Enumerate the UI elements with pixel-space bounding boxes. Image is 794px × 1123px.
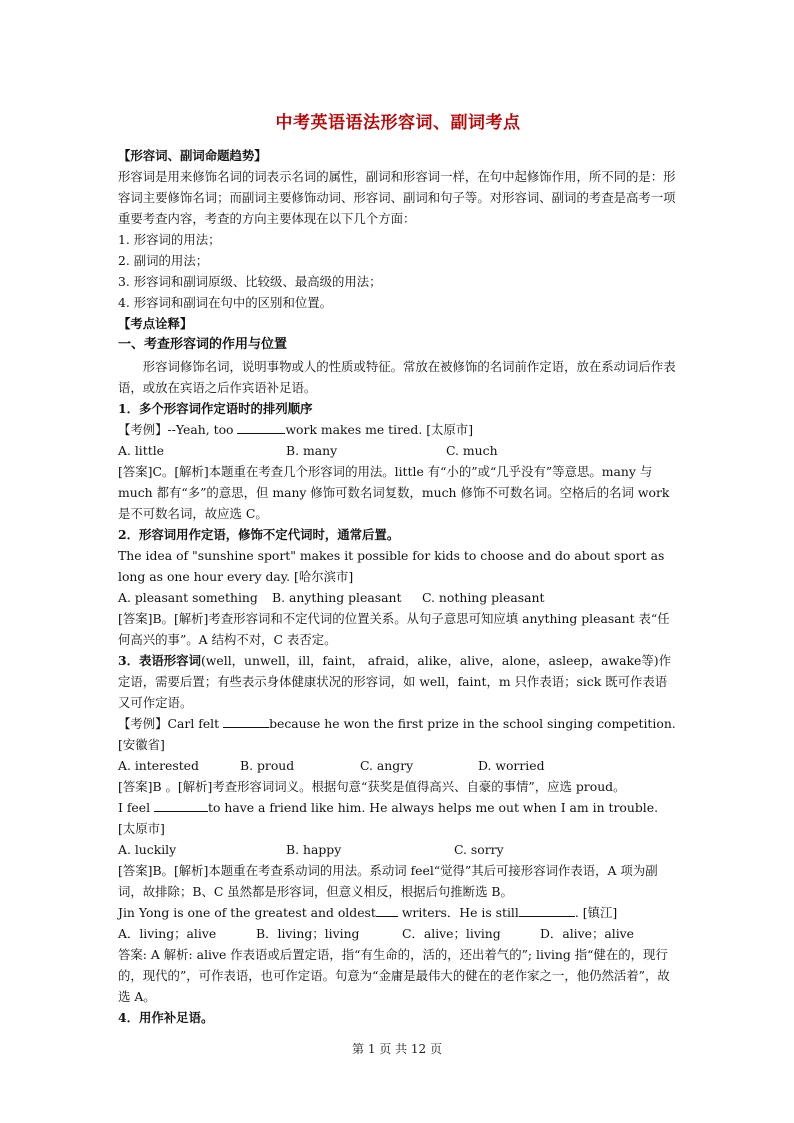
s4-title: 4．用作补足语。: [118, 1010, 214, 1025]
option-b: B．living；living: [256, 926, 360, 941]
option-d: D. worried: [478, 758, 545, 773]
answer-blank: [519, 903, 575, 917]
s3-q1-options: [118, 755, 678, 776]
s3-question-2: I feel to have a friend like him. He always helps me out when I am in trouble. [太原市]: [118, 800, 659, 836]
page-title: 中考英语语法形容词、副词考点: [275, 113, 521, 133]
option-b: B. anything pleasant: [272, 590, 402, 605]
point-3: 3. 形容词和副词原级、比较级、最高级的用法；: [118, 274, 382, 289]
s3-question-1: 【考例】Carl felt because he won the first prize in the school singing competition. [安徽省]: [118, 716, 676, 752]
point-4: 4. 形容词和副词在句中的区别和位置。: [118, 295, 333, 310]
option-c: C. nothing pleasant: [422, 590, 545, 605]
s3-q3-options: [118, 923, 678, 944]
answer-blank: [223, 714, 269, 728]
s3-answer-1: [答案]B 。[解析]考查形容词词义。根据句意“获奖是值得高兴、自豪的事情”，应选 proud。: [118, 779, 626, 794]
s1-title: 1．多个形容词作定语时的排列顺序: [118, 401, 313, 416]
part1-title: 一、考查形容词的作用与位置: [118, 337, 288, 352]
s2-options: [118, 587, 678, 608]
s3-q2-options: [118, 839, 678, 860]
option-c: C．alive；living: [402, 926, 501, 941]
option-a: A．living；alive: [118, 926, 217, 941]
page-footer: 第 1 页 共 12 页: [352, 1042, 442, 1056]
intro-paragraph: 形容词是用来修饰名词的词表示名词的属性，副词和形容词一样，在句中起修饰作用，所不同的是：形容词主要修饰名词；而副词主要修饰动词、形容词、副词和句子等。对形容词、副词的考查是高考一项重要考查内容，考查的方向主要体现在以下几个方面：: [118, 169, 676, 226]
option-c: C. much: [446, 443, 498, 458]
s2-question: The idea of "sunshine sport" makes it possible for kids to choose and do about sport as long as one hour every day. [哈尔滨市]: [118, 548, 665, 584]
option-d: D．alive；alive: [540, 926, 635, 941]
option-c: C. sorry: [454, 842, 504, 857]
s1-options: [118, 440, 678, 461]
s3-answer-2: [答案]B。[解析]本题重在考查系动词的用法。系动词 feel“觉得”其后可接形容词作表语，A 项为副词，故排除；B、C 虽然都是形容词，但意义相反，根据后句推断选 B。: [118, 863, 658, 899]
section-header-explain: 【考点诠释】: [118, 316, 193, 331]
point-1: 1. 形容词的用法；: [118, 232, 221, 247]
answer-blank: [237, 420, 285, 434]
option-b: B. proud: [240, 758, 295, 773]
part1-description: 形容词修饰名词，说明事物或人的性质或特征。常放在被修饰的名词前作定语，放在系动词后作表语，或放在宾语之后作宾语补足语。: [118, 359, 676, 395]
s3-question-3: Jin Yong is one of the greatest and oldest writers．He is still . [镇江]: [118, 905, 618, 920]
answer-blank: [154, 798, 208, 812]
section-header-trend: 【形容词、副词命题趋势】: [118, 148, 267, 163]
point-2: 2. 副词的用法；: [118, 253, 209, 268]
answer-blank: [376, 903, 398, 917]
option-b: B. many: [286, 443, 338, 458]
option-a: A. luckily: [118, 842, 177, 857]
option-a: A. interested: [118, 758, 199, 773]
s2-title: 2．形容词用作定语，修饰不定代词时，通常后置。: [118, 527, 400, 542]
option-c: C. angry: [360, 758, 414, 773]
option-a: A. pleasant something: [118, 590, 258, 605]
s2-answer: [答案]B。[解析]考查形容词和不定代词的位置关系。从句子意思可知应填 anything pleasant 表“任何高兴的事”。A 结构不对，C 表否定。: [118, 611, 670, 647]
s1-question: 【考例】--Yeah, too work makes me tired. [太原市]: [118, 422, 474, 437]
option-a: A. little: [118, 443, 165, 458]
document-page: [118, 100, 678, 1028]
option-b: B. happy: [286, 842, 342, 857]
s3-title: 3．表语形容词(well，unwell，ill，faint， afraid，alike，alive，alone，asleep，awake等)作定语，需要后置；有些表示身体健康状况的形容词，如 well，faint，m 只作表语；sick 既可作表语又可作定语。: [118, 653, 671, 710]
s3-answer-3: 答案: A 解析: alive 作表语或后置定语，指“有生命的，活的，还出着气的”; living 指“健在的，现行的，现代的”，可作表语，也可作定语。句意为“金庸是最伟大的健在的老作家之一，他仍然活着”，故选 A。: [118, 947, 670, 1004]
s1-answer: [答案]C。[解析]本题重在考查几个形容词的用法。little 有“小的”或“几乎没有”等意思。many 与 much 都有“多”的意思，但 many 修饰可数名词复数，much 修饰不可数名词。空格后的名词 work 是不可数名词，故应选 C。: [118, 464, 670, 521]
